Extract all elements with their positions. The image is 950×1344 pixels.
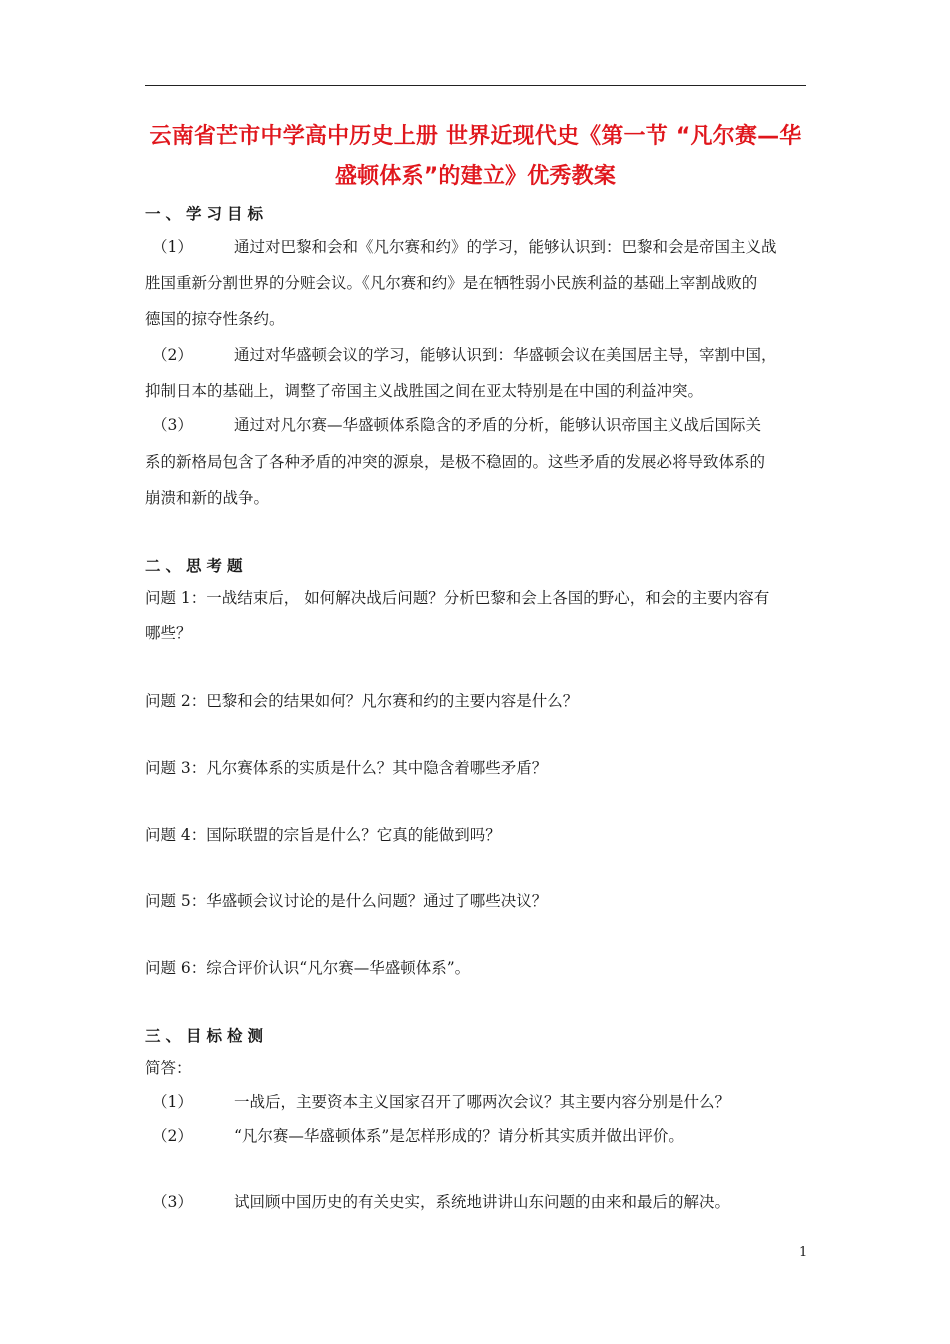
goal-item-2-number: （2） xyxy=(152,346,193,364)
goal-item-1-number: （1） xyxy=(152,238,193,256)
assessment-item-2-text: “凡尔赛—华盛顿体系”是怎样形成的？请分析其实质并做出评价。 xyxy=(234,1127,684,1145)
header-rule xyxy=(145,85,806,86)
document-title-line-1: 云南省芒市中学高中历史上册 世界近现代史《第一节 “凡尔赛—华 xyxy=(149,124,802,149)
question-1: 问题 1：一战结束后， 如何解决战后问题？分析巴黎和会上各国的野心，和会的主要内容有 xyxy=(145,589,770,607)
assessment-item-1-text: 一战后，主要资本主义国家召开了哪两次会议？其主要内容分别是什么？ xyxy=(234,1093,731,1111)
question-2: 问题 2：巴黎和会的结果如何？凡尔赛和约的主要内容是什么？ xyxy=(145,692,579,710)
goal-item-3-line-2: 系的新格局包含了各种矛盾的冲突的源泉，是极不稳固的。这些矛盾的发展必将导致体系的 xyxy=(145,453,766,471)
assessment-item-3-text: 试回顾中国历史的有关史实，系统地讲讲山东问题的由来和最后的解决。 xyxy=(234,1193,731,1211)
document-title-line-2: 盛顿体系”的建立》优秀教案 xyxy=(334,164,617,189)
short-answer-label: 简答： xyxy=(145,1059,192,1077)
assessment-item-1-number: （1） xyxy=(152,1093,193,1111)
goal-item-3-line-3: 崩溃和新的战争。 xyxy=(145,489,270,507)
section-heading-goals: 一、学习目标 xyxy=(145,205,269,223)
section-heading-questions: 二、思考题 xyxy=(145,557,248,575)
question-5: 问题 5：华盛顿会议讨论的是什么问题？通过了哪些决议？ xyxy=(145,892,548,910)
assessment-item-3-number: （3） xyxy=(152,1193,193,1211)
goal-item-3-text: 通过对凡尔赛—华盛顿体系隐含的矛盾的分析，能够认识帝国主义战后国际关 xyxy=(234,416,762,434)
goal-item-1-text: 通过对巴黎和会和《凡尔赛和约》的学习，能够认识到：巴黎和会是帝国主义战 xyxy=(234,238,777,256)
question-4: 问题 4：国际联盟的宗旨是什么？它真的能做到吗？ xyxy=(145,826,501,844)
goal-item-2-line-2: 抑制日本的基础上，调整了帝国主义战胜国之间在亚太特别是在中国的利益冲突。 xyxy=(145,382,704,400)
goal-item-1-line-3: 德国的掠夺性条约。 xyxy=(145,310,285,328)
goal-item-2-text: 通过对华盛顿会议的学习，能够认识到：华盛顿会议在美国居主导，宰割中国， xyxy=(234,346,777,364)
section-heading-assessment: 三、目标检测 xyxy=(145,1027,269,1045)
goal-item-3-number: （3） xyxy=(152,416,193,434)
goal-item-1-line-2: 胜国重新分割世界的分赃会议。《凡尔赛和约》是在牺牲弱小民族利益的基础上宰割战败的 xyxy=(145,274,758,292)
question-1-continued: 哪些？ xyxy=(145,624,192,642)
assessment-item-2-number: （2） xyxy=(152,1127,193,1145)
question-3: 问题 3：凡尔赛体系的实质是什么？其中隐含着哪些矛盾？ xyxy=(145,759,548,777)
page-number: 1 xyxy=(799,1245,808,1260)
question-6: 问题 6：综合评价认识“凡尔赛—华盛顿体系”。 xyxy=(145,959,471,977)
